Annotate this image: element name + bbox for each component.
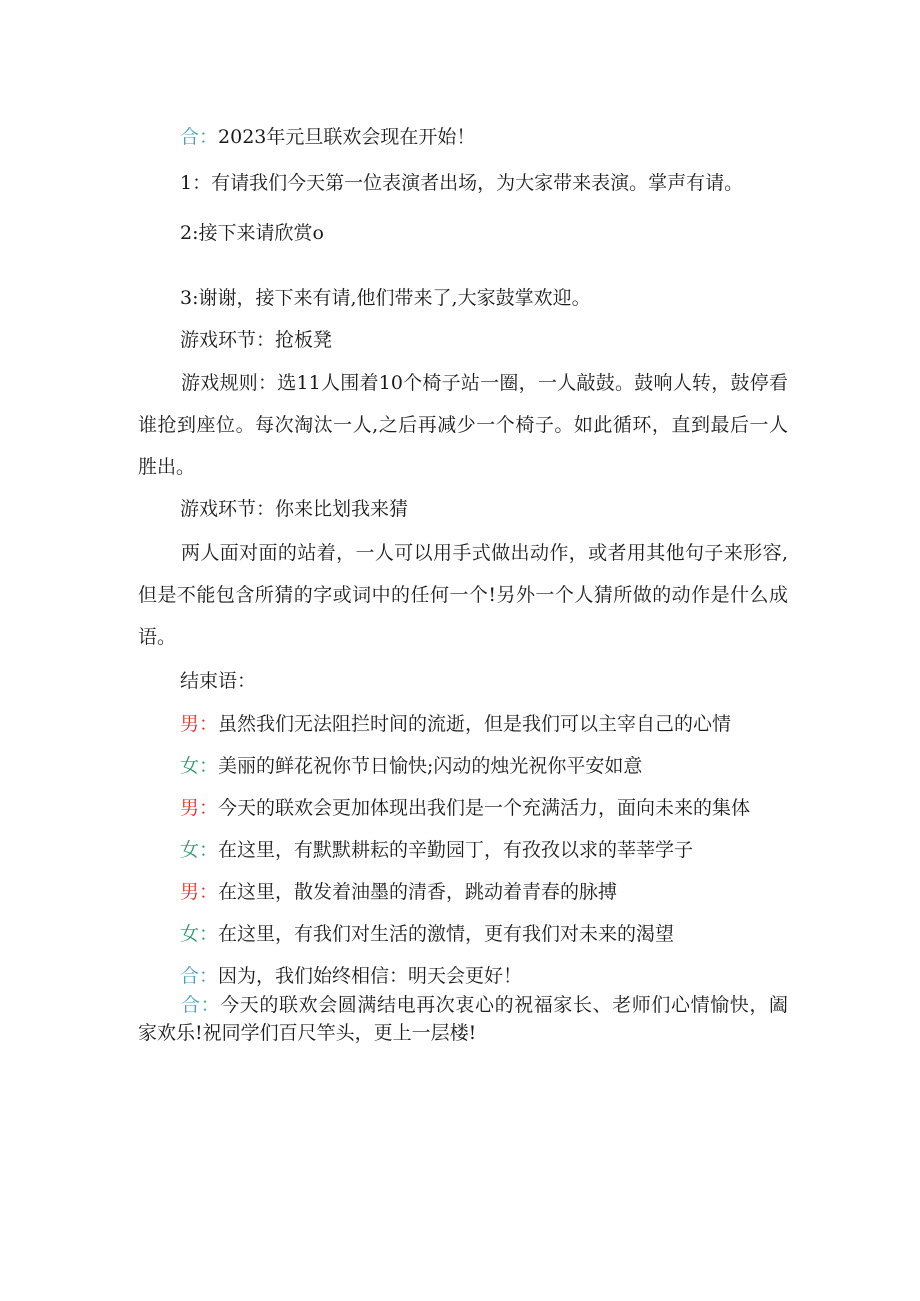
host-line-2 [180, 220, 324, 246]
line-text: 今天的联欢会圆满结电再次衷心的祝福家长、老师们心情愉快，阖家欢乐!祝同学们百尺竿头，更上一层楼! [138, 994, 788, 1044]
line-text: 游戏环节：你来比划我来猜 [180, 498, 409, 520]
speaker-nv: 女： [180, 923, 219, 945]
host-line-3 [180, 285, 591, 311]
line-text: 游戏环节：抢板凳 [180, 329, 333, 351]
line-text: 因为，我们始终相信：明天会更好！ [218, 965, 523, 987]
line-text: 在这里，有我们对生活的激情，更有我们对未来的渴望 [218, 923, 675, 945]
game-description-paragraph: 两人面对面的站着，一人可以用手式做出动作，或者用其他句子来形容,但是不能包含所猜的字或词中的任何一个!另外一个人猜所做的动作是什么成语。 [138, 542, 788, 648]
line-text: 1：有请我们今天第一位表演者出场，为大家带来表演。掌声有请。 [180, 172, 744, 194]
line-text: 虽然我们无法阻拦时间的流逝，但是我们可以主宰自己的心情 [218, 713, 732, 735]
speaker-nan: 男： [180, 881, 219, 903]
line-text: 在这里，散发着油墨的清香，跳动着青春的脉搏 [218, 881, 618, 903]
male-line-1 [180, 711, 731, 737]
line-text: 2:接下来请欣赏o [180, 222, 324, 244]
host-line-1 [180, 170, 743, 196]
game-heading-2 [180, 496, 408, 522]
line-text: 美丽的鲜花祝你节日愉快;闪动的烛光祝你平安如意 [218, 755, 643, 777]
line-text: 2023年元旦联欢会现在开始！ [218, 126, 476, 148]
speaker-he: 合： [181, 994, 221, 1016]
speaker-he: 合： [180, 126, 219, 148]
speaker-nv: 女： [180, 755, 219, 777]
speaker-nan: 男： [180, 797, 219, 819]
line-text: 结束语： [180, 670, 257, 692]
female-line-1 [180, 753, 642, 779]
closing-heading [180, 668, 256, 694]
female-line-3 [180, 921, 674, 947]
female-line-2 [180, 837, 693, 863]
speaker-nan: 男： [180, 713, 219, 735]
speaker-nv: 女： [180, 839, 219, 861]
game-rules-paragraph: 游戏规则：选11人围着10个椅子站一圈，一人敲鼓。鼓响人转，鼓停看谁抢到座位。每次淘汰一人,之后再减少一个椅子。如此循环，直到最后一人胜出。 [138, 372, 788, 478]
together-line-1 [180, 963, 522, 989]
game-heading-1 [180, 327, 332, 353]
male-line-3 [180, 879, 617, 905]
line-text: 在这里，有默默耕耘的辛勤园丁，有孜孜以求的莘莘学子 [218, 839, 694, 861]
together-line-2 [138, 991, 788, 1047]
male-line-2 [180, 795, 750, 821]
opening-line [180, 124, 475, 150]
line-text: 3:谢谢，接下来有请,他们带来了,大家鼓掌欢迎。 [180, 287, 591, 309]
speaker-he: 合： [180, 965, 219, 987]
line-text: 今天的联欢会更加体现出我们是一个充满活力，面向未来的集体 [218, 797, 751, 819]
